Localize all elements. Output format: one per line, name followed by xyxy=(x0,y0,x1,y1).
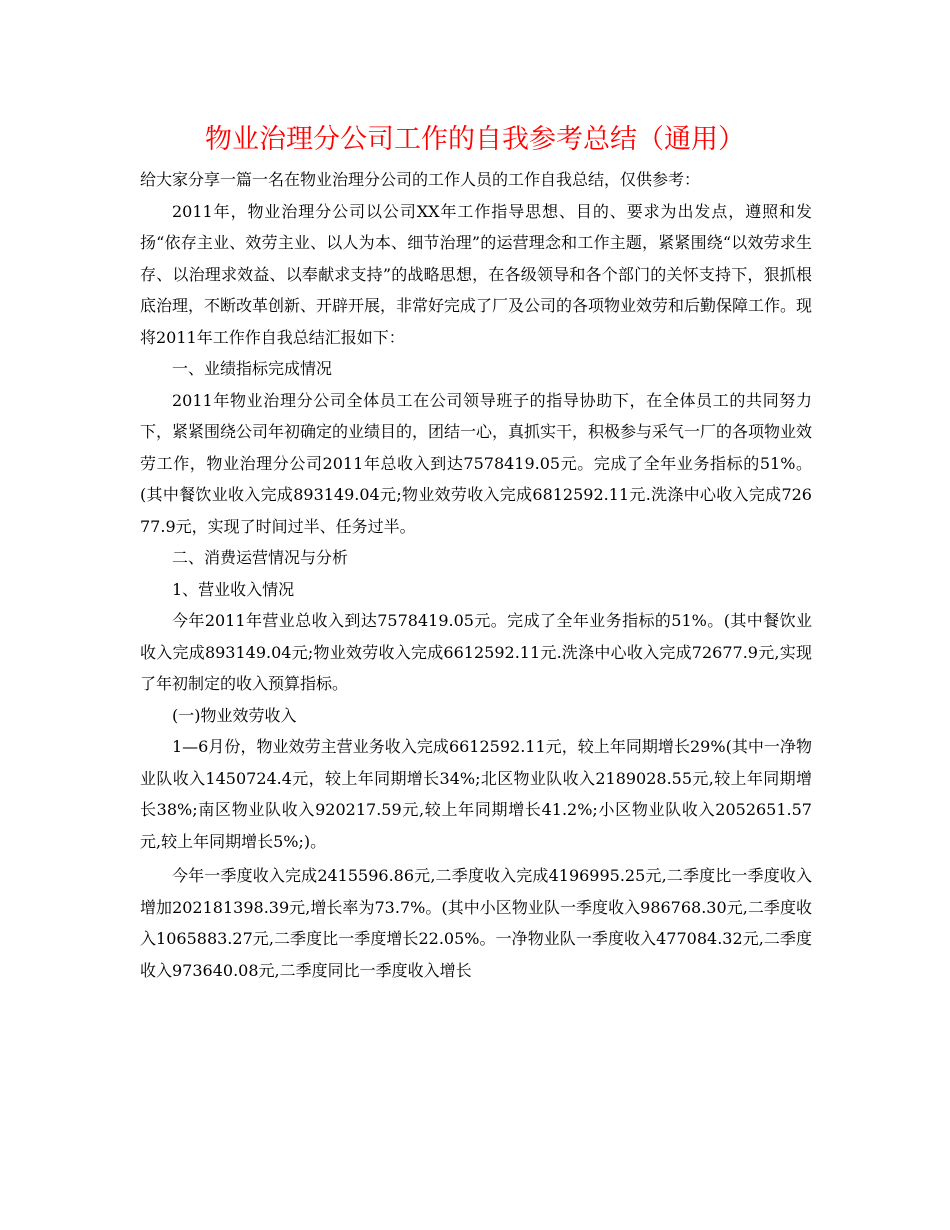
document-title: 物业治理分公司工作的自我参考总结（通用） xyxy=(205,124,745,155)
subheading-property-service: (一)物业效劳收入 xyxy=(172,705,297,725)
quarterly-paragraph: 今年一季度收入完成2415596.86元,二季度收入完成4196995.25元,二季度比一季度收入增加202181398.39元,增长率为73.7%。(其中小区物业队一季度收入986768.30元,二季度收入1065883.27元,二季度比一季度增长22.05%。一净物业队一季度收入477084.32元,二季度收入973640.08元,二季度同比一季度收入增长 xyxy=(140,866,812,980)
section-heading-performance: 一、业绩指标完成情况 xyxy=(172,359,333,378)
subheading-revenue: 1、营业收入情况 xyxy=(172,579,295,599)
overview-paragraph: 2011年，物业治理分公司以公司XX年工作指导思想、目的、要求为出发点，遵照和发扬“依存主业、效劳主业、以人为本、细节治理”的运营理念和工作主题，紧紧围绕“以效劳求生存、以治理求效益、以奉献求支持”的战略思想，在各级领导和各个部门的关怀支持下，狠抓根底治理，不断改革创新、开辟开展，非常好完成了厂及公司的各项物业效劳和后勤保障工作。现将2011年工作作自我总结汇报如下： xyxy=(140,201,813,347)
document-body xyxy=(140,164,812,986)
revenue-paragraph: 今年2011年营业总收入到达7578419.05元。完成了全年业务指标的51%。(其中餐饮业收入完成893149.04元;物业效劳收入完成6612592.11元.洗涤中心收入完成72677.9元,实现了年初制定的收入预算指标。 xyxy=(140,611,812,693)
intro-paragraph: 给大家分享一篇一名在物业治理分公司的工作人员的工作自我总结，仅供参考： xyxy=(140,170,701,189)
property-service-paragraph: 1—6月份，物业效劳主营业务收入完成6612592.11元，较上年同期增长29%(其中一净物业队收入1450724.4元，较上年同期增长34%;北区物业队收入2189028.55元,较上年同期增长38%;南区物业队收入920217.59元,较上年同期增长41.2%;小区物业队收入2052651.57元,较上年同期增长5%;)。 xyxy=(140,737,812,851)
section-heading-operations: 二、消费运营情况与分析 xyxy=(172,548,349,567)
performance-paragraph: 2011年物业治理分公司全体员工在公司领导班子的指导协助下，在全体员工的共同努力下，紧紧围绕公司年初确定的业绩目的，团结一心，真抓实干，积极参与采气一厂的各项物业效劳工作，物业治理分公司2011年总收入到达7578419.05元。完成了全年业务指标的51%。(其中餐饮业收入完成893149.04元;物业效劳收入完成6812592.11元.洗涤中心收入完成72677.9元，实现了时间过半、任务过半。 xyxy=(140,390,813,536)
